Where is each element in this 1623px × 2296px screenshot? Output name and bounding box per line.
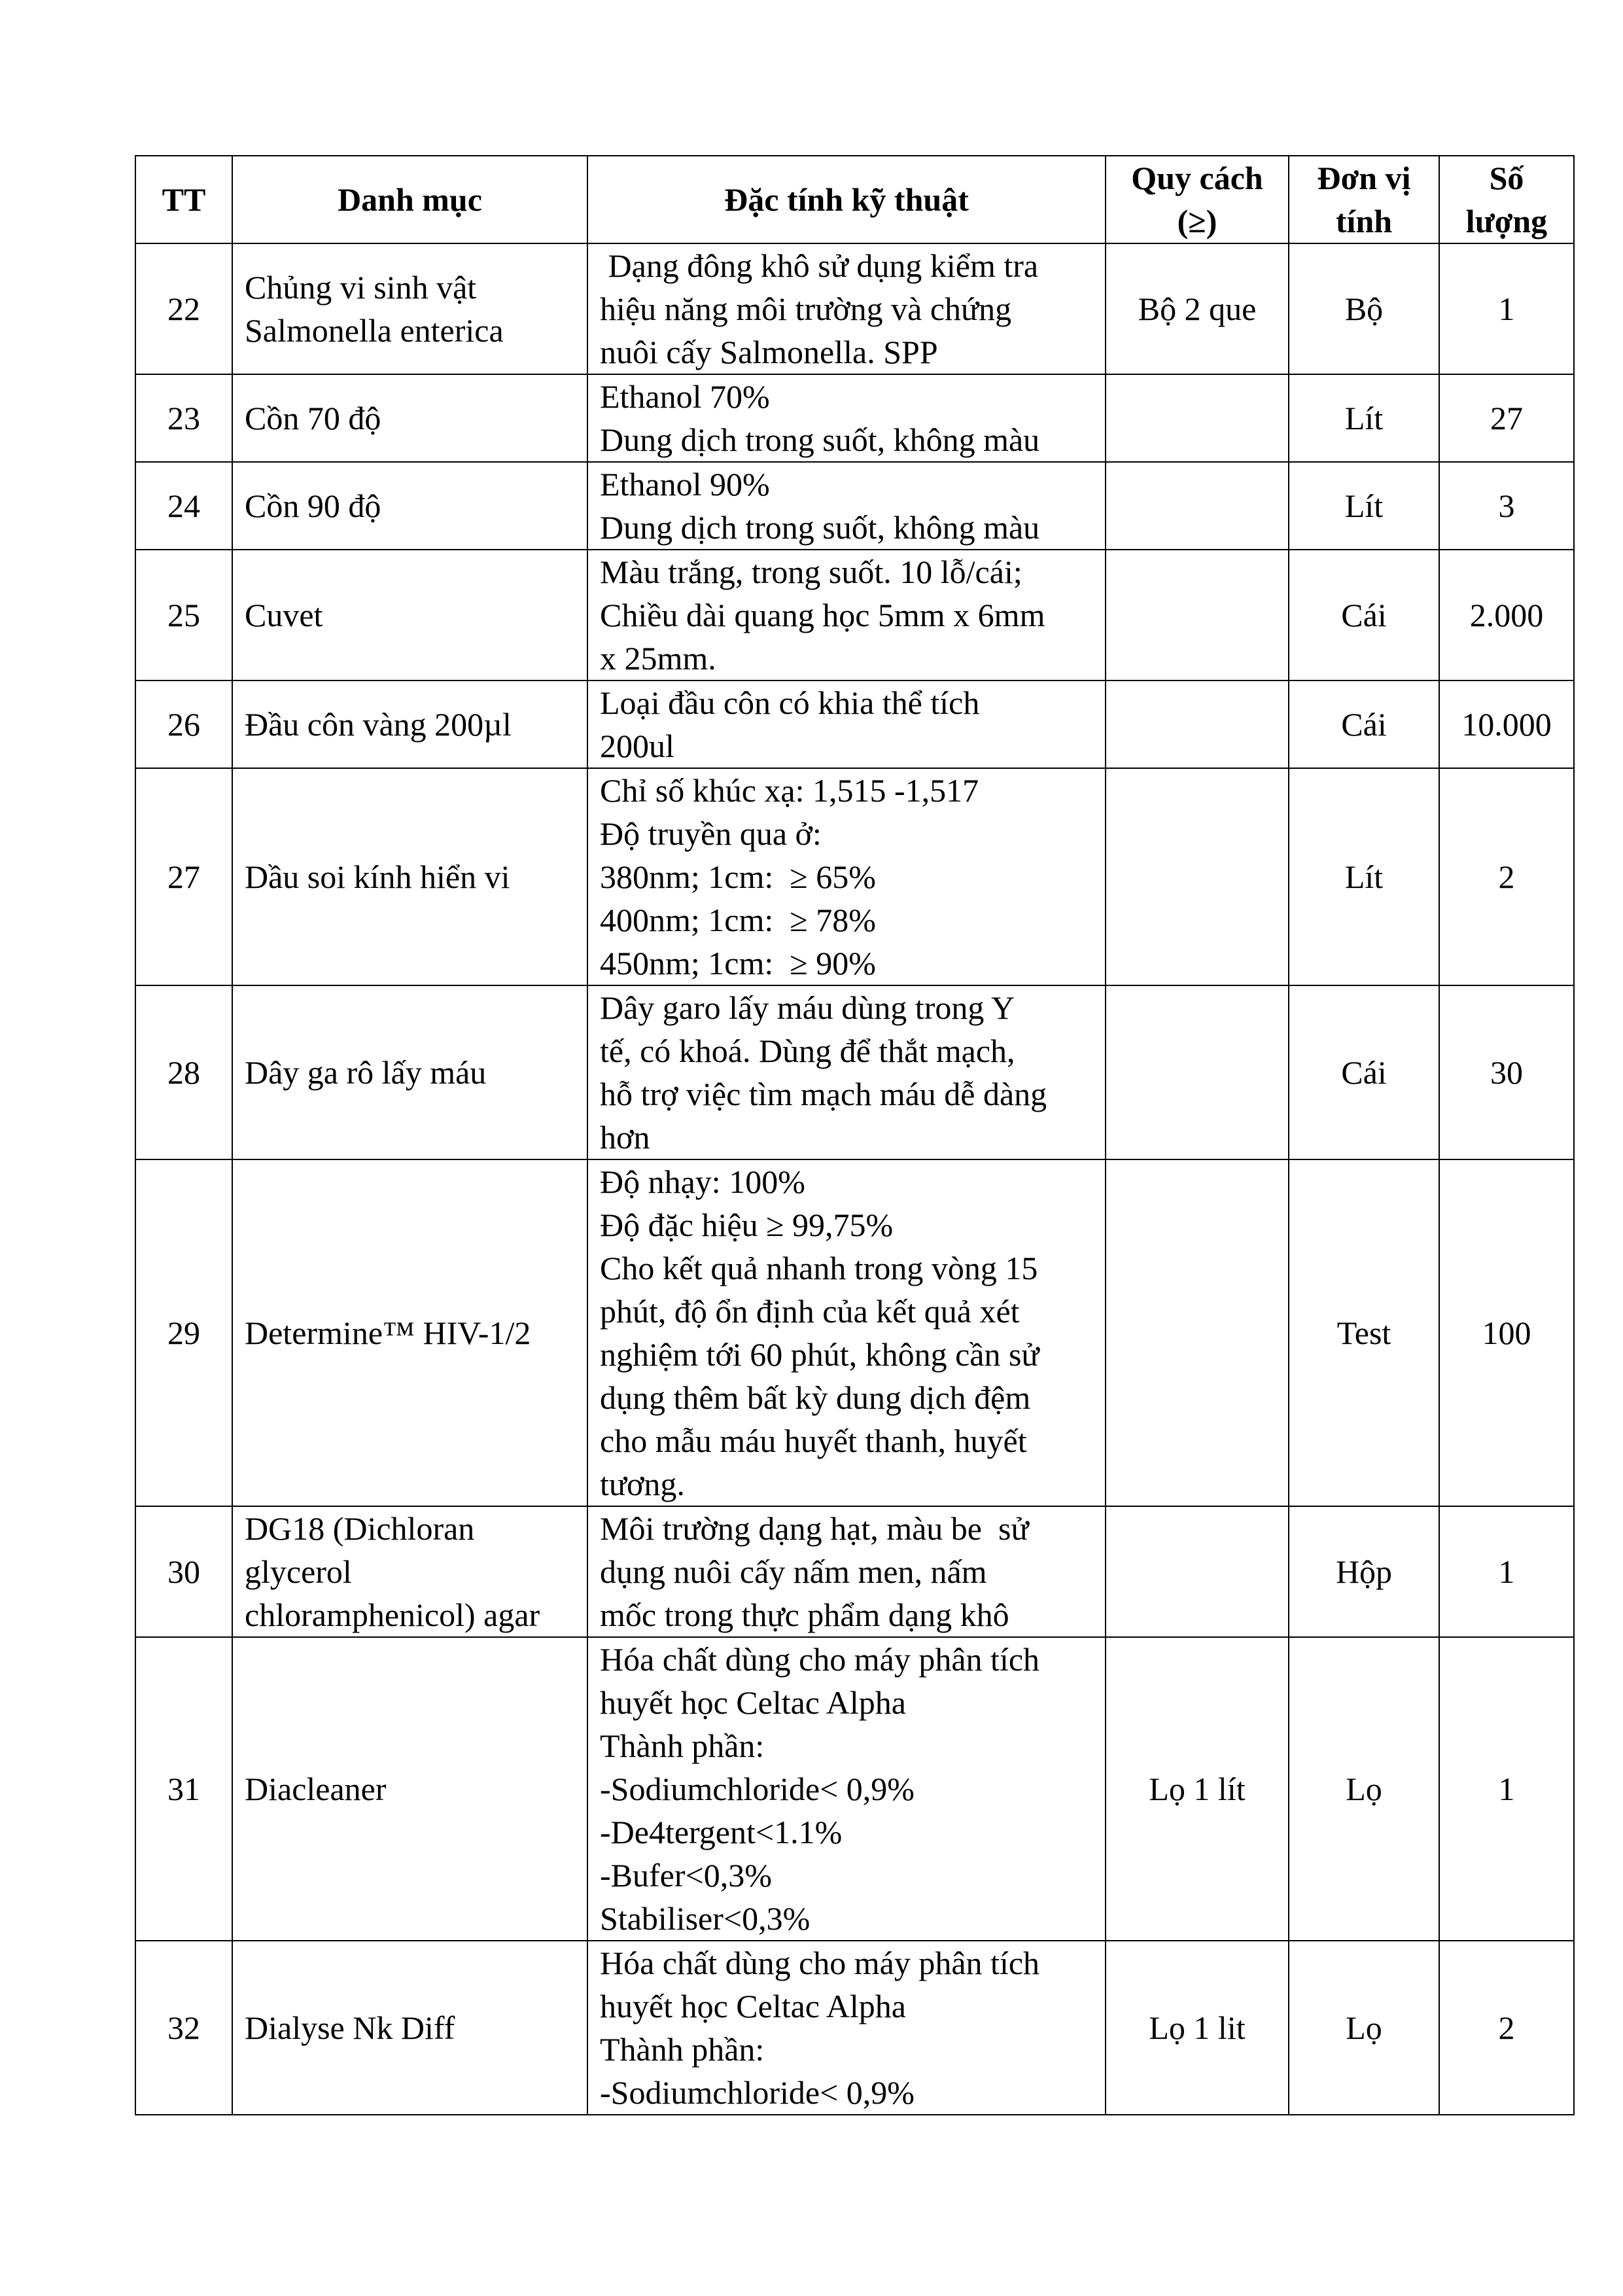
header-tt: TT bbox=[135, 156, 232, 243]
spec-line: Độ truyền qua ở: bbox=[600, 815, 822, 852]
spec-line: Chỉ số khúc xạ: 1,515 -1,517 bbox=[600, 772, 979, 809]
row-so-luong: 27 bbox=[1439, 374, 1574, 462]
spec-line: 400nm; 1cm: ≥ 78% bbox=[600, 902, 876, 938]
row-spec bbox=[587, 462, 1106, 550]
row-quy-cach bbox=[1106, 1506, 1289, 1637]
table-row bbox=[135, 550, 1574, 680]
row-don-vi: Lọ bbox=[1289, 1637, 1439, 1941]
table-body bbox=[135, 243, 1574, 2115]
spec-line: Thành phần: bbox=[600, 2031, 765, 2068]
row-tt: 27 bbox=[135, 768, 232, 985]
row-so-luong: 1 bbox=[1439, 243, 1574, 374]
spec-line: Màu trắng, trong suốt. 10 lỗ/cái; bbox=[600, 554, 1022, 590]
spec-line: Hóa chất dùng cho máy phân tích bbox=[600, 1945, 1040, 1981]
row-tt: 32 bbox=[135, 1941, 232, 2115]
row-spec bbox=[587, 1637, 1106, 1941]
row-spec bbox=[587, 374, 1106, 462]
row-name: Cồn 70 độ bbox=[232, 374, 587, 462]
row-tt: 30 bbox=[135, 1506, 232, 1637]
row-quy-cach bbox=[1106, 985, 1289, 1159]
row-quy-cach bbox=[1106, 768, 1289, 985]
table-row bbox=[135, 374, 1574, 462]
row-so-luong: 1 bbox=[1439, 1637, 1574, 1941]
header-don-vi bbox=[1289, 156, 1439, 243]
table-row bbox=[135, 680, 1574, 768]
row-name: Cồn 90 độ bbox=[232, 462, 587, 550]
row-tt: 28 bbox=[135, 985, 232, 1159]
row-don-vi: Lọ bbox=[1289, 1941, 1439, 2115]
spec-line: hiệu năng môi trường và chứng bbox=[600, 291, 1012, 327]
row-name: DG18 (Dichloran glycerol chloramphenicol) agar bbox=[232, 1506, 587, 1637]
row-don-vi: Cái bbox=[1289, 550, 1439, 680]
row-name: Chủng vi sinh vật Salmonella enterica bbox=[232, 243, 587, 374]
header-so-luong bbox=[1439, 156, 1574, 243]
spec-line: Dung dịch trong suốt, không màu bbox=[600, 509, 1040, 546]
row-quy-cach bbox=[1106, 462, 1289, 550]
spec-line: dụng thêm bất kỳ dung dịch đệm bbox=[600, 1379, 1031, 1416]
table-row bbox=[135, 1159, 1574, 1506]
row-don-vi: Lít bbox=[1289, 374, 1439, 462]
row-quy-cach: Bộ 2 que bbox=[1106, 243, 1289, 374]
header-dac-tinh: Đặc tính kỹ thuật bbox=[587, 156, 1106, 243]
row-tt: 22 bbox=[135, 243, 232, 374]
table-row bbox=[135, 462, 1574, 550]
header-quy-cach-line1: Quy cách bbox=[1131, 160, 1263, 196]
spec-line: 200ul bbox=[600, 728, 674, 764]
row-quy-cach: Lọ 1 lít bbox=[1106, 1637, 1289, 1941]
spec-line: dụng nuôi cấy nấm men, nấm bbox=[600, 1553, 987, 1590]
header-don-vi-line1: Đơn vị bbox=[1317, 160, 1411, 196]
spec-line: Môi trường dạng hạt, màu be sử bbox=[600, 1510, 1029, 1547]
table-row bbox=[135, 1506, 1574, 1637]
spec-line: tế, có khoá. Dùng để thắt mạch, bbox=[600, 1033, 1015, 1069]
spec-line: x 25mm. bbox=[600, 640, 716, 677]
row-so-luong: 2 bbox=[1439, 1941, 1574, 2115]
spec-line: -Sodiumchloride< 0,9% bbox=[600, 1771, 915, 1807]
row-name: Đầu côn vàng 200µl bbox=[232, 680, 587, 768]
table-row bbox=[135, 243, 1574, 374]
spec-line: Stabiliser<0,3% bbox=[600, 1900, 811, 1937]
row-spec bbox=[587, 768, 1106, 985]
spec-line: -Bufer<0,3% bbox=[600, 1857, 772, 1894]
spec-line: Loại đầu côn có khia thể tích bbox=[600, 684, 980, 721]
row-tt: 31 bbox=[135, 1637, 232, 1941]
row-don-vi: Test bbox=[1289, 1159, 1439, 1506]
row-don-vi: Hộp bbox=[1289, 1506, 1439, 1637]
row-spec bbox=[587, 985, 1106, 1159]
row-spec bbox=[587, 680, 1106, 768]
spec-line: -Sodiumchloride< 0,9% bbox=[600, 2074, 915, 2111]
spec-line: Dung dịch trong suốt, không màu bbox=[600, 421, 1040, 458]
row-spec bbox=[587, 1941, 1106, 2115]
row-tt: 23 bbox=[135, 374, 232, 462]
row-so-luong: 2.000 bbox=[1439, 550, 1574, 680]
spec-line: Dây garo lấy máu dùng trong Y bbox=[600, 989, 1015, 1026]
row-don-vi: Lít bbox=[1289, 768, 1439, 985]
spec-line: Dạng đông khô sử dụng kiểm tra bbox=[600, 247, 1039, 284]
row-don-vi: Cái bbox=[1289, 680, 1439, 768]
header-quy-cach-line2: (≥) bbox=[1177, 203, 1217, 239]
spec-line: 380nm; 1cm: ≥ 65% bbox=[600, 858, 876, 895]
table-row bbox=[135, 768, 1574, 985]
row-name: Dây ga rô lấy máu bbox=[232, 985, 587, 1159]
row-tt: 25 bbox=[135, 550, 232, 680]
row-quy-cach bbox=[1106, 550, 1289, 680]
row-don-vi: Bộ bbox=[1289, 243, 1439, 374]
row-quy-cach: Lọ 1 lit bbox=[1106, 1941, 1289, 2115]
spec-line: nghiệm tới 60 phút, không cần sử bbox=[600, 1336, 1039, 1373]
row-spec bbox=[587, 550, 1106, 680]
row-name: Dialyse Nk Diff bbox=[232, 1941, 587, 2115]
header-quy-cach bbox=[1106, 156, 1289, 243]
row-so-luong: 3 bbox=[1439, 462, 1574, 550]
header-so-luong-line2: lượng bbox=[1465, 203, 1548, 239]
spec-line: Thành phần: bbox=[600, 1727, 765, 1764]
spec-line: nuôi cấy Salmonella. SPP bbox=[600, 334, 938, 370]
header-so-luong-line1: Số bbox=[1489, 160, 1524, 196]
spec-line: 450nm; 1cm: ≥ 90% bbox=[600, 945, 876, 981]
row-tt: 24 bbox=[135, 462, 232, 550]
spec-line: phút, độ ổn định của kết quả xét bbox=[600, 1293, 1020, 1330]
spec-line: Hóa chất dùng cho máy phân tích bbox=[600, 1641, 1040, 1678]
spec-line: hỗ trợ việc tìm mạch máu dễ dàng bbox=[600, 1076, 1047, 1112]
row-so-luong: 30 bbox=[1439, 985, 1574, 1159]
row-tt: 29 bbox=[135, 1159, 232, 1506]
header-danh-muc: Danh mục bbox=[232, 156, 587, 243]
header-don-vi-line2: tính bbox=[1335, 203, 1393, 239]
spec-line: cho mẫu máu huyết thanh, huyết bbox=[600, 1422, 1027, 1459]
specification-table bbox=[135, 155, 1575, 2115]
row-name: Determine™ HIV-1/2 bbox=[232, 1159, 587, 1506]
row-don-vi: Cái bbox=[1289, 985, 1439, 1159]
spec-line: hơn bbox=[600, 1119, 650, 1156]
spec-line: Ethanol 90% bbox=[600, 466, 770, 503]
row-name: Diacleaner bbox=[232, 1637, 587, 1941]
row-so-luong: 1 bbox=[1439, 1506, 1574, 1637]
spec-line: huyết học Celtac Alpha bbox=[600, 1684, 906, 1721]
spec-line: huyết học Celtac Alpha bbox=[600, 1988, 906, 2024]
row-name: Dầu soi kính hiển vi bbox=[232, 768, 587, 985]
spec-line: tương. bbox=[600, 1466, 685, 1502]
spec-line: mốc trong thực phẩm dạng khô bbox=[600, 1597, 1009, 1633]
row-so-luong: 10.000 bbox=[1439, 680, 1574, 768]
table-row bbox=[135, 1941, 1574, 2115]
row-spec bbox=[587, 1159, 1106, 1506]
row-name: Cuvet bbox=[232, 550, 587, 680]
table-row bbox=[135, 985, 1574, 1159]
row-don-vi: Lít bbox=[1289, 462, 1439, 550]
row-quy-cach bbox=[1106, 680, 1289, 768]
row-so-luong: 2 bbox=[1439, 768, 1574, 985]
row-so-luong: 100 bbox=[1439, 1159, 1574, 1506]
row-spec bbox=[587, 1506, 1106, 1637]
spec-line: Chiều dài quang học 5mm x 6mm bbox=[600, 597, 1045, 633]
table-row bbox=[135, 1637, 1574, 1941]
row-tt: 26 bbox=[135, 680, 232, 768]
spec-line: Độ nhạy: 100% bbox=[600, 1163, 805, 1200]
row-quy-cach bbox=[1106, 374, 1289, 462]
spec-line: -De4tergent<1.1% bbox=[600, 1814, 843, 1850]
row-quy-cach bbox=[1106, 1159, 1289, 1506]
spec-line: Cho kết quả nhanh trong vòng 15 bbox=[600, 1250, 1038, 1286]
row-spec bbox=[587, 243, 1106, 374]
spec-line: Độ đặc hiệu ≥ 99,75% bbox=[600, 1207, 894, 1243]
header-row bbox=[135, 156, 1574, 243]
spec-line: Ethanol 70% bbox=[600, 378, 770, 415]
